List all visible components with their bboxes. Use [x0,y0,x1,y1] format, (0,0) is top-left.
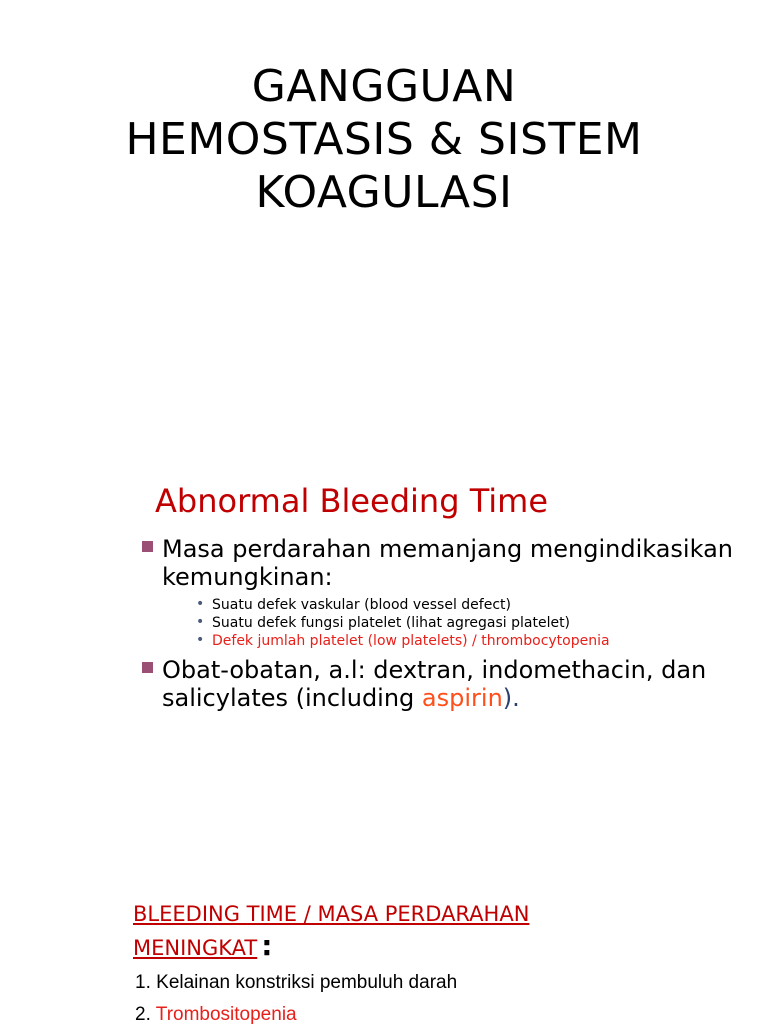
title-line-2: HEMOSTASIS & SISTEM [125,114,643,165]
section-heading-bleeding-time [133,898,613,964]
list-number: 1. [135,972,151,993]
page-title [0,60,768,219]
dot-bullet-icon: • [196,596,205,612]
title-line-3: KOAGULASI [255,167,513,218]
aspirin-highlight: aspirin [421,684,503,712]
square-bullet-icon [142,541,153,552]
heading-colon: : [261,929,273,962]
bullet-item [140,656,740,712]
sub-bullet-item [192,632,740,650]
bullet-text: Masa perdarahan memanjang mengindikasikan kemungkinan: [162,535,733,591]
list-item [135,967,457,999]
list-number: 2. [135,1004,151,1025]
dot-bullet-icon: • [196,632,205,648]
list-item [135,999,457,1031]
bullet-item [140,535,740,591]
bullet-list [140,535,740,712]
list-text: Trombositopenia [155,1004,297,1025]
section-heading-abnormal-bleeding-time: Abnormal Bleeding Time [155,482,548,520]
sub-bullet-text: Suatu defek vaskular (blood vessel defect) [212,597,511,613]
sub-bullet-list [140,596,740,650]
bullet-text-end: ). [502,684,520,712]
sub-bullet-item [192,614,740,632]
square-bullet-icon [142,662,153,673]
list-text: Kelainan konstriksi pembuluh darah [156,972,458,993]
dot-bullet-icon: • [196,614,205,630]
ordered-list [135,967,457,1031]
sub-bullet-item [192,596,740,614]
heading-text: BLEEDING TIME / MASA PERDARAHAN MENINGKAT [133,902,530,960]
title-line-1: GANGGUAN [251,61,517,112]
bullet-text: Obat-obatan, a.l: dextran, indomethacin, dan salicylates (including [162,656,707,712]
sub-bullet-text: Defek jumlah platelet (low platelets) / thrombocytopenia [212,633,610,649]
sub-bullet-text: Suatu defek fungsi platelet (lihat agregasi platelet) [212,615,571,631]
